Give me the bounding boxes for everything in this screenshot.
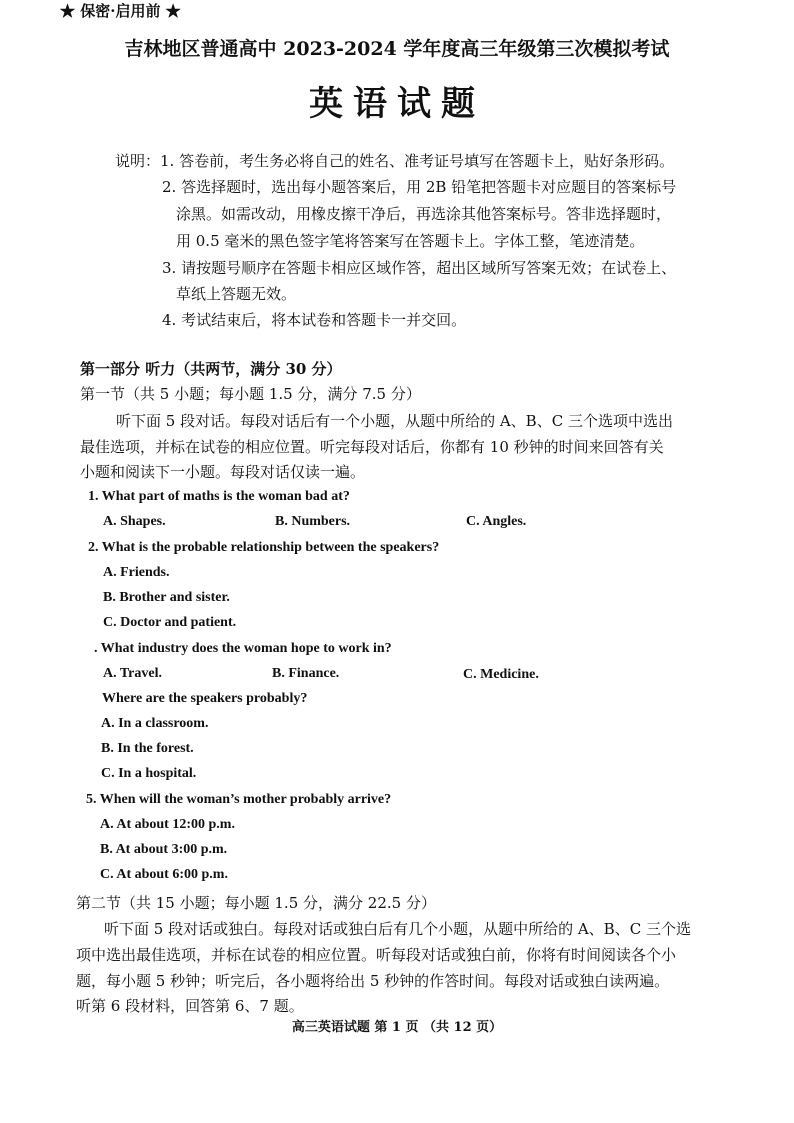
subject-title: 英语试题 [309, 84, 485, 124]
section1-instruction-1: 听下面 5 段对话。每段对话后有一个小题，从题中所给的 A、B、C 三个选项中选出 [116, 412, 673, 430]
question-1-option-c: C. Angles. [466, 514, 527, 529]
question-2-option-b: B. Brother and sister. [103, 590, 230, 605]
note-line-6: 草纸上答题无效。 [176, 285, 297, 303]
question-1-stem: 1. What part of maths is the woman bad at? [88, 489, 350, 504]
note-line-7: 4. 考试结束后，将本试卷和答题卡一并交回。 [162, 311, 467, 329]
question-1-option-b: B. Numbers. [275, 514, 351, 529]
question-2-option-c: C. Doctor and patient. [103, 615, 237, 630]
note-line-4: 用 0.5 毫米的黑色签字笔将答案写在答题卡上。字体工整，笔迹清楚。 [176, 232, 645, 250]
question-4-option-a: A. In a classroom. [101, 716, 209, 731]
section2-heading: 第二节（共 15 小题；每小题 1.5 分，满分 22.5 分） [76, 894, 436, 912]
section1-instruction-3: 小题和阅读下一小题。每段对话仅读一遍。 [80, 463, 366, 481]
question-4-option-c: C. In a hospital. [101, 766, 197, 781]
question-5-option-b: B. At about 3:00 p.m. [100, 842, 228, 857]
question-3-option-c: C. Medicine. [463, 667, 539, 682]
question-5-stem: 5. When will the woman’s mother probably arrive? [86, 792, 392, 807]
section1-heading: 第一节（共 5 小题；每小题 1.5 分，满分 7.5 分） [80, 385, 421, 403]
question-2-stem: 2. What is the probable relationship between the speakers? [88, 540, 440, 555]
section1-instruction-2: 最佳选项，并标在试卷的相应位置。听完每段对话后，你都有 10 秒钟的时间来回答有关 [80, 438, 664, 456]
section2-instruction-1: 听下面 5 段对话或独白。每段对话或独白后有几个小题，从题中所给的 A、B、C 三个选 [104, 920, 691, 938]
exam-title: 吉林地区普通高中 2023-2024 学年度高三年级第三次模拟考试 [124, 38, 670, 60]
question-5-option-c: C. At about 6:00 p.m. [100, 867, 228, 882]
note-line-5: 3. 请按题号顺序在答题卡相应区域作答，超出区域所写答案无效；在试卷上、 [162, 259, 677, 277]
note-line-2: 2. 答选择题时，选出每小题答案后，用 2B 铅笔把答题卡对应题目的答案标号 [162, 178, 677, 196]
question-3-stem: . What industry does the woman hope to work in? [94, 641, 392, 656]
question-5-option-a: A. At about 12:00 p.m. [100, 817, 235, 832]
question-3-option-a: A. Travel. [103, 666, 162, 681]
part1-heading: 第一部分 听力（共两节，满分 30 分） [80, 360, 342, 378]
question-1-option-a: A. Shapes. [103, 514, 166, 529]
question-3-option-b: B. Finance. [272, 666, 340, 681]
page-footer: 高三英语试题 第 1 页 （共 12 页） [291, 1020, 503, 1035]
question-4-stem: Where are the speakers probably? [102, 691, 308, 706]
note-line-3: 涂黑。如需改动，用橡皮擦干净后，再选涂其他答案标号。答非选择题时， [176, 205, 672, 223]
section2-instruction-3: 题，每小题 5 秒钟；听完后，各小题将给出 5 秒钟的作答时间。每段对话或独白读两遍。 [76, 972, 670, 990]
question-2-option-a: A. Friends. [103, 565, 170, 580]
section2-sub-instruction: 听第 6 段材料，回答第 6、7 题。 [76, 997, 304, 1015]
section2-instruction-2: 项中选出最佳选项，并标在试卷的相应位置。听每段对话或独白前，你将有时间阅读各个小 [76, 946, 677, 964]
note-line-1: 说明：1. 答卷前，考生务必将自己的姓名、准考证号填写在答题卡上，贴好条形码。 [115, 152, 675, 170]
question-4-option-b: B. In the forest. [101, 741, 194, 756]
confidential-label: ★ 保密·启用前 ★ [60, 2, 181, 20]
